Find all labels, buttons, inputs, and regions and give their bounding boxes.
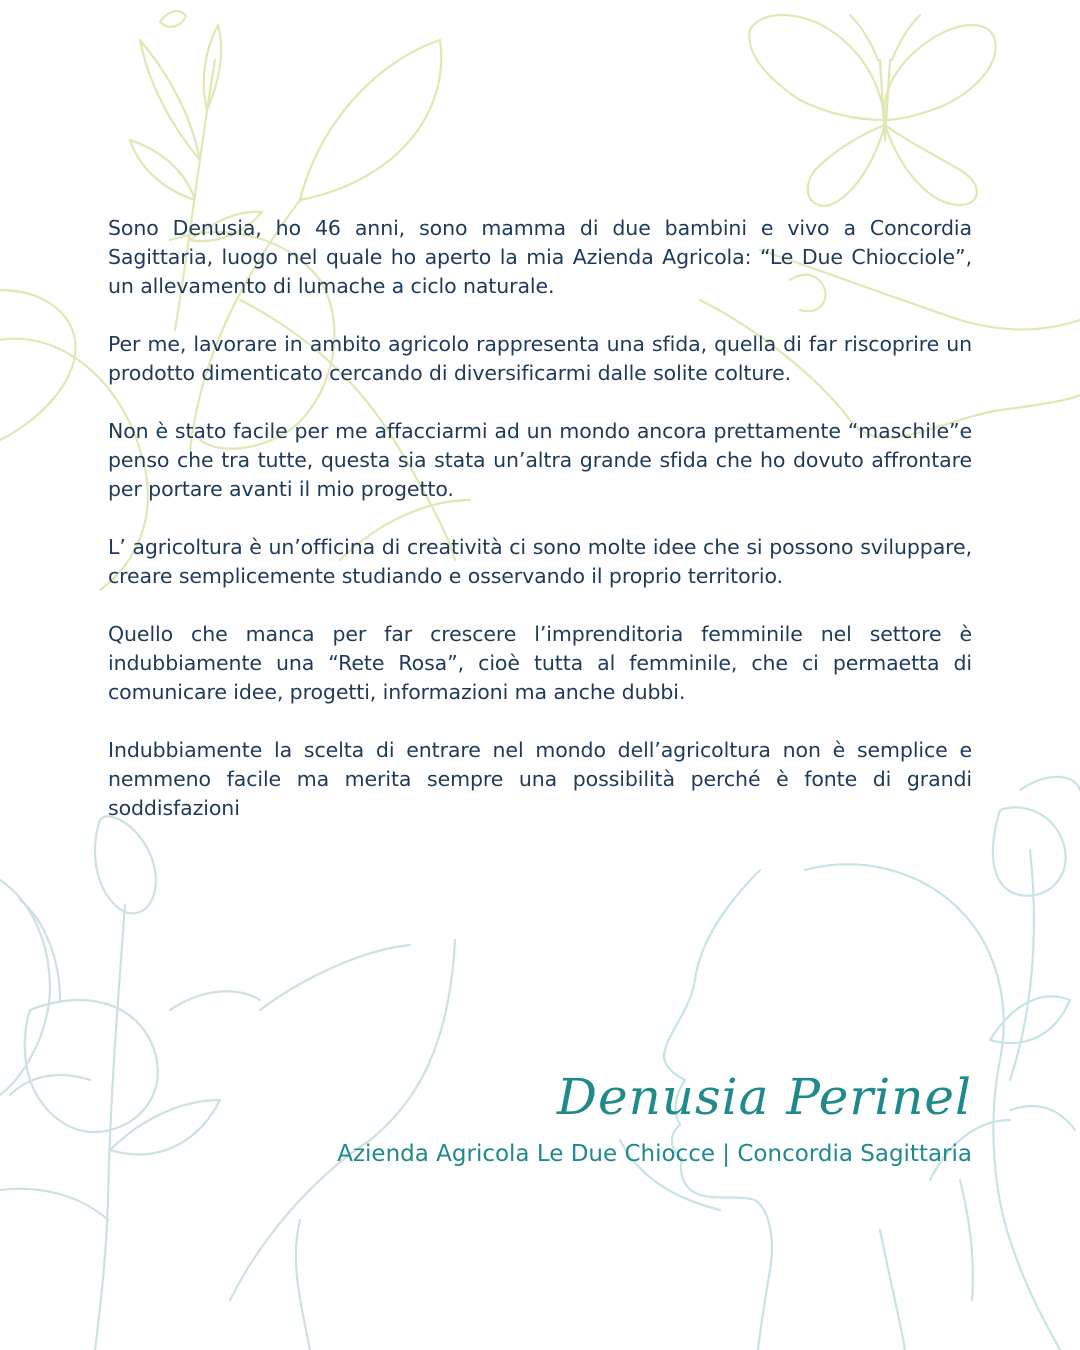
letter-paragraph: Sono Denusia, ho 46 anni, sono mamma di due bambini e vivo a Concordia Sagittaria, luogo nel quale ho aperto la mia Azienda Agricola: “Le Due Chiocciole”, un allevamento di lumache a ciclo naturale.: [108, 216, 972, 298]
letter-paragraph: Indubbiamente la scelta di entrare nel mondo dell’agricoltura non è semplice e nemmeno facile ma merita sempre una possibilità perché è fonte di grandi soddisfazioni: [108, 738, 972, 820]
letter-paragraph: Per me, lavorare in ambito agricolo rappresenta una sfida, quella di far riscoprire un prodotto dimenticato cercando di diversificarmi dalle solite colture.: [108, 332, 972, 385]
tulip-line-art-bottom-left: [0, 816, 455, 1350]
signature-affiliation: Azienda Agricola Le Due Chiocce | Concordia Sagittaria: [337, 1141, 972, 1167]
letter-paragraph: Non è stato facile per me affacciarmi ad un mondo ancora prettamente “maschile”e penso che tra tutte, questa sia stata un’altra grande sfida che ho dovuto affrontare per portare avanti il mio progetto.: [108, 419, 972, 501]
signature-name: Denusia Perinel: [556, 1068, 972, 1126]
letter-paragraph: L’ agricoltura è un’officina di creatività ci sono molte idee che si possono sviluppare, creare semplicemente studiando e osservando il proprio territorio.: [108, 535, 972, 588]
letter-body: [108, 214, 972, 852]
letter-paragraph: Quello che manca per far crescere l’imprenditoria femminile nel settore è indubbiamente una “Rete Rosa”, cioè tutta al femminile, che ci permaetta di comunicare idee, progetti, informazioni ma anche dubbi.: [108, 622, 972, 704]
butterfly-top-right: [749, 15, 995, 206]
